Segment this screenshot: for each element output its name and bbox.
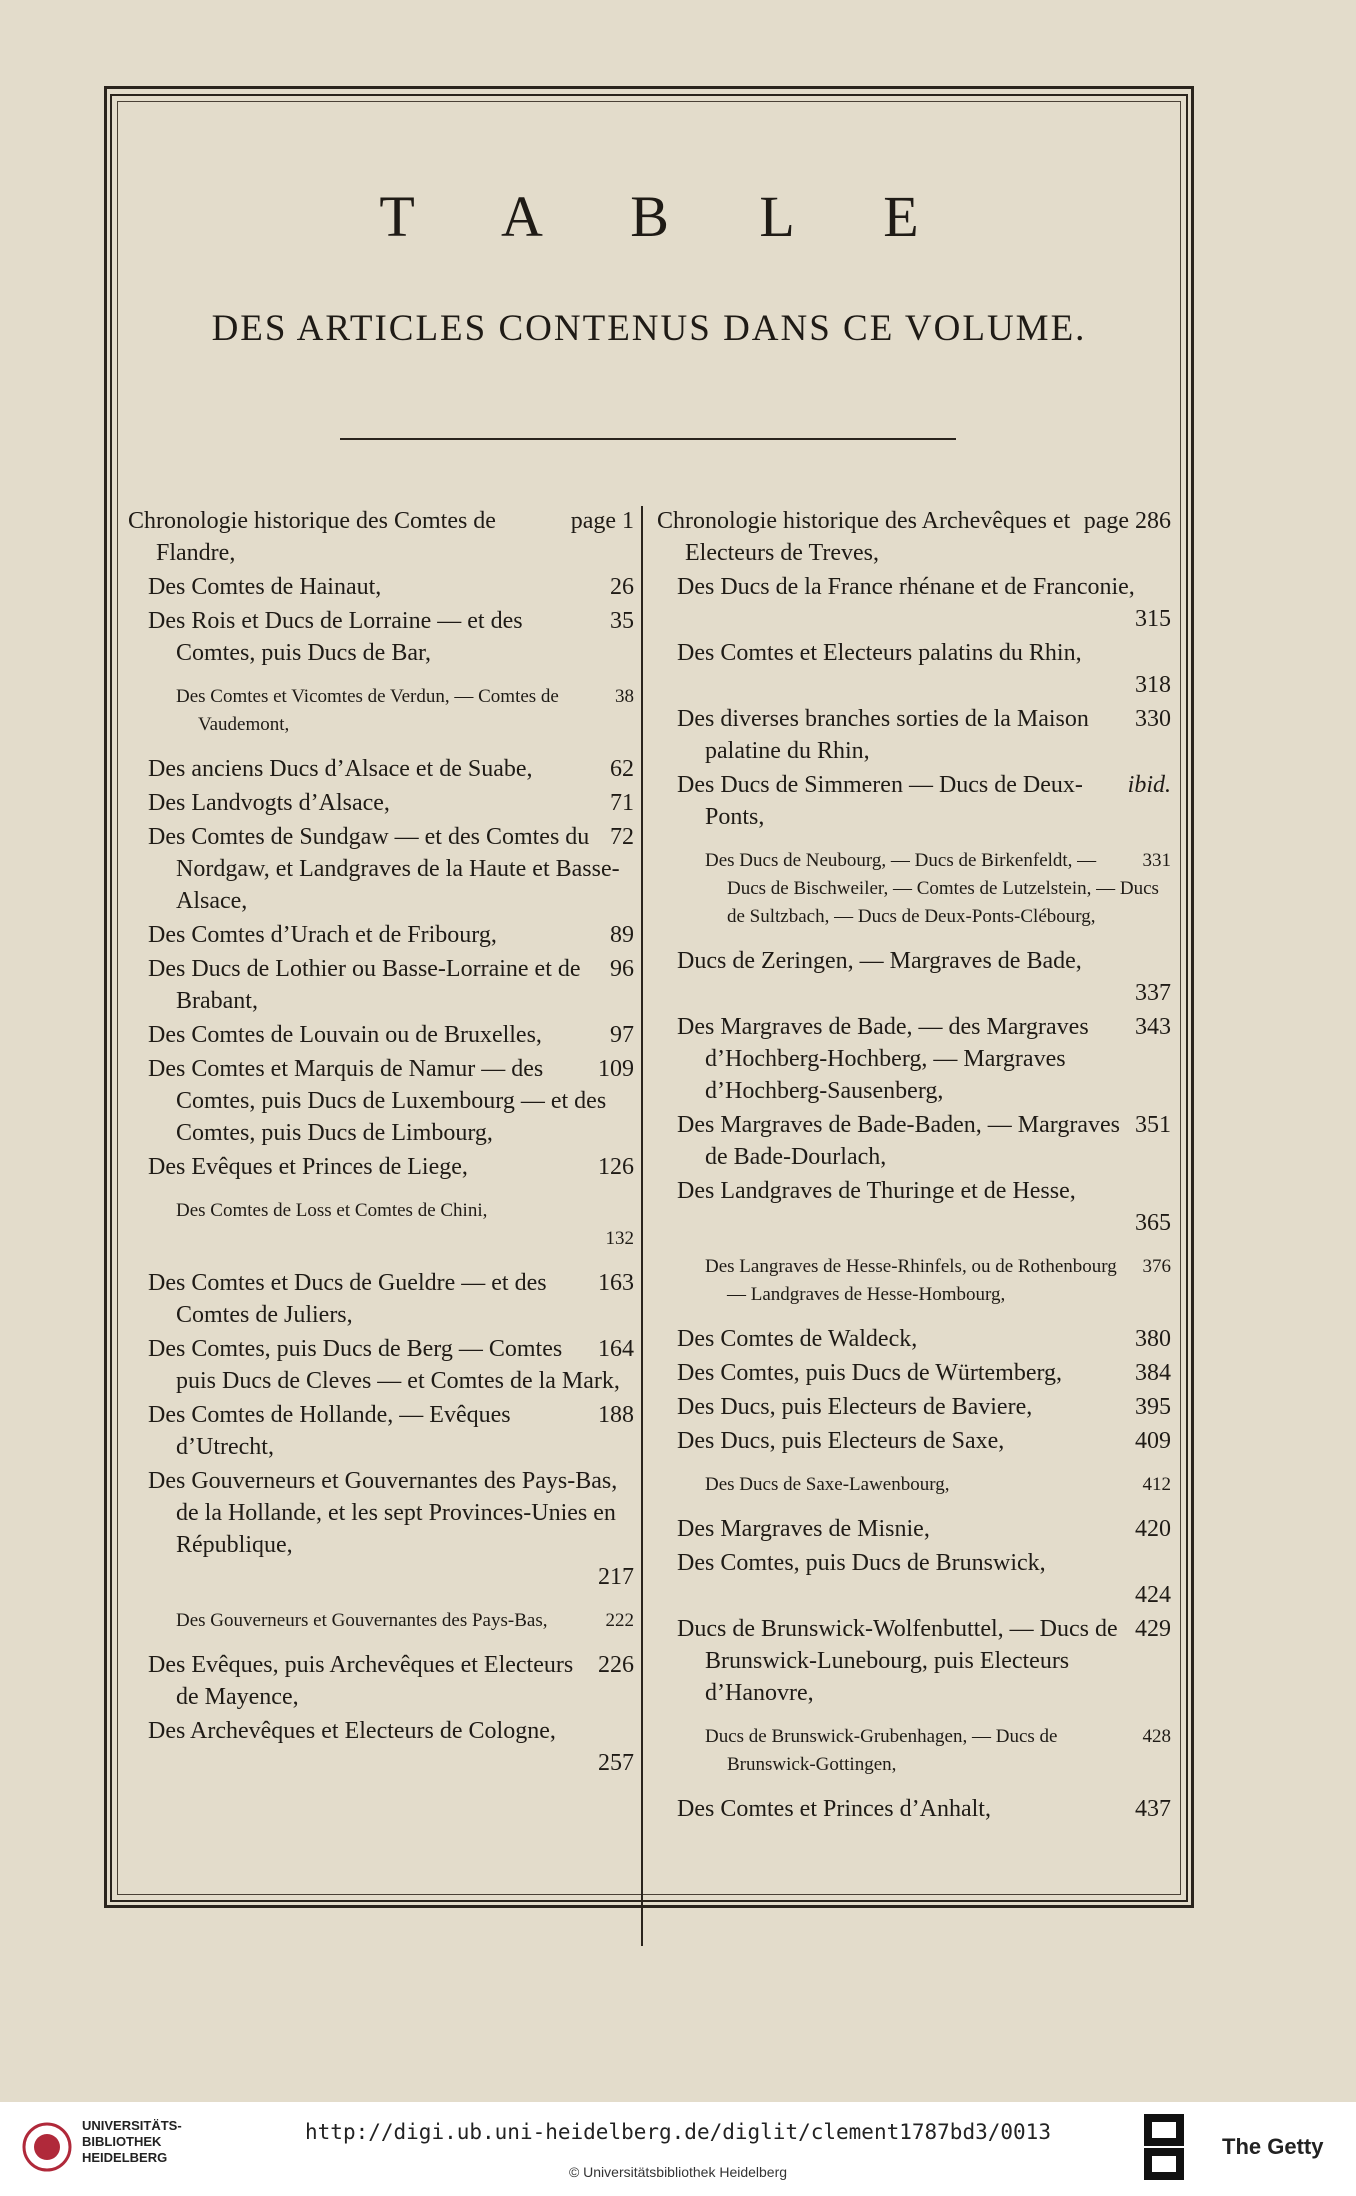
toc-entry-page: ibid. <box>1127 772 1171 798</box>
toc-entry <box>655 1011 1171 1107</box>
page-subtitle: DES ARTICLES CONTENUS DANS CE VOLUME. <box>211 308 1087 349</box>
toc-entry-page: 62 <box>610 756 634 782</box>
toc-entry <box>655 945 1171 1009</box>
toc-entry-title: Des Margraves de Bade, — des Margraves d’Hochberg-Hochberg, — Margraves d’Hochberg-Sausenberg, <box>677 1014 1089 1104</box>
toc-entry-page: 97 <box>610 1022 634 1048</box>
toc-entry-page: 351 <box>1135 1112 1171 1138</box>
toc-entry-page: 71 <box>610 790 634 816</box>
toc-entry-page: 337 <box>1135 980 1171 1006</box>
toc-entry <box>126 1399 634 1463</box>
toc-entry-title: Des diverses branches sorties de la Maison palatine du Rhin, <box>677 706 1089 764</box>
toc-entry <box>655 1425 1171 1457</box>
toc-entry-page: 96 <box>610 956 634 982</box>
toc-entry-title: Des Comtes et Vicomtes de Verdun, — Comtes de Vaudemont, <box>176 686 559 735</box>
toc-entry-title: Ducs de Brunswick-Grubenhagen, — Ducs de Brunswick-Gottingen, <box>705 1726 1058 1775</box>
sponsor-name: The Getty <box>1222 2134 1324 2159</box>
toc-entry <box>655 1109 1171 1173</box>
toc-entry-title: Des Gouverneurs et Gouvernantes des Pays-Bas, <box>176 1610 548 1631</box>
toc-entry-title: Des Ducs, puis Electeurs de Baviere, <box>677 1394 1033 1420</box>
toc-entry-title: Des Margraves de Misnie, <box>677 1516 930 1542</box>
toc-entry <box>655 1175 1171 1239</box>
toc-entry <box>126 1333 634 1397</box>
toc-entry-title: Des Ducs de la France rhénane et de Franconie, <box>677 574 1135 600</box>
toc-entry-page: 318 <box>1135 672 1171 698</box>
toc-entry-title: Des Ducs, puis Electeurs de Saxe, <box>677 1428 1005 1454</box>
toc-entry <box>655 1391 1171 1423</box>
toc-entry-page: 315 <box>1135 606 1171 632</box>
toc-entry-title: Des Comtes et Electeurs palatins du Rhin, <box>677 640 1082 666</box>
toc-entry <box>126 753 634 785</box>
toc-entry-page: 164 <box>598 1336 634 1362</box>
toc-entry-title: Chronologie historique des Comtes de Flandre, <box>128 508 496 566</box>
toc-entry <box>655 505 1171 569</box>
toc-entry <box>655 703 1171 767</box>
toc-entry <box>655 1613 1171 1709</box>
toc-entry <box>126 1019 634 1051</box>
toc-entry-page: 217 <box>598 1564 634 1590</box>
toc-entry-page: page 286 <box>1083 508 1171 534</box>
toc-entry-page: 384 <box>1135 1360 1171 1386</box>
toc-entry-title: Des Margraves de Bade-Baden, — Margraves de Bade-Dourlach, <box>677 1112 1120 1170</box>
toc-entry <box>126 1151 634 1183</box>
toc-entry <box>655 637 1171 701</box>
footer <box>0 2102 1356 2196</box>
toc-entry <box>126 1715 634 1779</box>
toc-entry-page: 222 <box>605 1610 634 1631</box>
toc-entry-title: Des Evêques, puis Archevêques et Electeurs de Mayence, <box>148 1652 574 1710</box>
toc-entry <box>655 1253 1171 1309</box>
toc-entry-title: Des Comtes de Loss et Comtes de Chini, <box>176 1200 488 1221</box>
toc-entry-title: Des Landvogts d’Alsace, <box>148 790 390 816</box>
toc-entry-page: 89 <box>610 922 634 948</box>
toc-entry-page: 109 <box>598 1056 634 1082</box>
toc-entry-title: Des Ducs de Neubourg, — Ducs de Birkenfeldt, — Ducs de Bischweiler, — Comtes de Lutzelstein, — Ducs de Sultzbach, — Ducs de Deux-Ponts-Clébourg, <box>705 850 1159 927</box>
toc-entry <box>126 1649 634 1713</box>
toc-entry-title: Des Gouverneurs et Gouvernantes des Pays-Bas, de la Hollande, et les sept Provinces-Unies en République, <box>148 1468 618 1558</box>
toc-entry-title: Des anciens Ducs d’Alsace et de Suabe, <box>148 756 533 782</box>
toc-entry-page: 395 <box>1135 1394 1171 1420</box>
getty-logo-icon <box>1144 2114 1184 2180</box>
toc-entry-page: 343 <box>1135 1014 1171 1040</box>
toc-entry-title: Des Ducs de Saxe-Lawenbourg, <box>705 1474 950 1495</box>
toc-entry-page: 428 <box>1142 1726 1171 1747</box>
toc-entry <box>655 1723 1171 1779</box>
toc-entry-page: 330 <box>1135 706 1171 732</box>
toc-entry-title: Des Comtes de Hainaut, <box>148 574 382 600</box>
toc-entry-title: Des Landgraves de Thuringe et de Hesse, <box>677 1178 1076 1204</box>
permalink-url[interactable]: http://digi.ub.uni-heidelberg.de/diglit/clement1787bd3/0013 <box>305 2120 1051 2144</box>
toc-entry-page: 380 <box>1135 1326 1171 1352</box>
toc-entry-title: Des Comtes de Hollande, — Evêques d’Utrecht, <box>148 1402 511 1460</box>
toc-entry-page: 331 <box>1142 850 1171 871</box>
toc-entry-title: Des Comtes de Waldeck, <box>677 1326 918 1352</box>
toc-entry-title: Des Ducs de Simmeren — Ducs de Deux-Ponts, <box>677 772 1083 830</box>
toc-entry-page: 257 <box>598 1750 634 1776</box>
toc-entry-page: 188 <box>598 1402 634 1428</box>
toc-entry <box>126 605 634 669</box>
toc-entry-title: Des Ducs de Lothier ou Basse-Lorraine et de Brabant, <box>148 956 581 1014</box>
toc-entry-page: 420 <box>1135 1516 1171 1542</box>
toc-entry <box>655 769 1171 833</box>
toc-entry-title: Des Comtes, puis Ducs de Würtemberg, <box>677 1360 1063 1386</box>
toc-entry-title: Chronologie historique des Archevêques et Electeurs de Treves, <box>657 508 1071 566</box>
toc-entry-title: Des Comtes et Princes d’Anhalt, <box>677 1796 991 1822</box>
page-title: T A B L E <box>379 184 957 249</box>
copyright-notice: © Universitätsbibliothek Heidelberg <box>568 2164 788 2180</box>
library-name: UNIVERSITÄTS- BIBLIOTHEK HEIDELBERG <box>82 2118 182 2165</box>
toc-entry-page: 376 <box>1142 1256 1171 1277</box>
column-divider <box>641 506 643 1946</box>
toc-entry-page: 412 <box>1142 1474 1171 1495</box>
toc-entry <box>655 1513 1171 1545</box>
toc-entry <box>655 1793 1171 1825</box>
toc-entry-title: Des Comtes de Louvain ou de Bruxelles, <box>148 1022 542 1048</box>
toc-entry <box>126 821 634 917</box>
toc-entry-page: 38 <box>615 686 634 707</box>
toc-entry-page: 72 <box>610 824 634 850</box>
toc-entry-title: Des Comtes d’Urach et de Fribourg, <box>148 922 497 948</box>
toc-entry <box>655 1547 1171 1611</box>
toc-entry-page: page 1 <box>570 508 634 534</box>
toc-entry-page: 26 <box>610 574 634 600</box>
toc-entry <box>655 571 1171 635</box>
toc-entry <box>126 683 634 739</box>
left-column <box>126 505 634 1781</box>
toc-entry-page: 163 <box>598 1270 634 1296</box>
toc-entry-page: 424 <box>1135 1582 1171 1608</box>
toc-entry-page: 437 <box>1135 1796 1171 1822</box>
toc-entry <box>126 1197 634 1253</box>
toc-entry <box>126 505 634 569</box>
toc-entry-title: Des Langraves de Hesse-Rhinfels, ou de Rothenbourg — Landgraves de Hesse-Hombourg, <box>705 1256 1117 1305</box>
toc-entry <box>126 571 634 603</box>
toc-entry-title: Des Comtes et Marquis de Namur — des Comtes, puis Ducs de Luxembourg — et des Comtes, puis Ducs de Limbourg, <box>148 1056 607 1146</box>
toc-entry <box>655 847 1171 931</box>
toc-entry-title: Des Comtes de Sundgaw — et des Comtes du Nordgaw, et Landgraves de la Haute et Basse-Alsace, <box>148 824 620 914</box>
toc-entry <box>655 1471 1171 1499</box>
toc-entry-page: 132 <box>605 1228 634 1249</box>
toc-entry <box>655 1323 1171 1355</box>
toc-entry-page: 126 <box>598 1154 634 1180</box>
toc-entry-title: Ducs de Brunswick-Wolfenbuttel, — Ducs de Brunswick-Lunebourg, puis Electeurs d’Hanovre, <box>677 1616 1118 1706</box>
toc-entry <box>126 953 634 1017</box>
toc-entry <box>126 1465 634 1593</box>
toc-entry-page: 429 <box>1135 1616 1171 1642</box>
toc-entry-title: Ducs de Zeringen, — Margraves de Bade, <box>677 948 1082 974</box>
toc-entry <box>126 1267 634 1331</box>
title-rule <box>340 438 956 440</box>
toc-entry-title: Des Rois et Ducs de Lorraine — et des Comtes, puis Ducs de Bar, <box>148 608 523 666</box>
toc-entry-page: 365 <box>1135 1210 1171 1236</box>
toc-entry-title: Des Comtes, puis Ducs de Berg — Comtes puis Ducs de Cleves — et Comtes de la Mark, <box>148 1336 620 1394</box>
toc-entry <box>655 1357 1171 1389</box>
toc-entry <box>126 787 634 819</box>
toc-entry-page: 35 <box>610 608 634 634</box>
toc-entry-page: 409 <box>1135 1428 1171 1454</box>
toc-entry-title: Des Archevêques et Electeurs de Cologne, <box>148 1718 556 1744</box>
toc-entry-title: Des Evêques et Princes de Liege, <box>148 1154 468 1180</box>
toc-entry-title: Des Comtes et Ducs de Gueldre — et des Comtes de Juliers, <box>148 1270 547 1328</box>
toc-entry <box>126 1607 634 1635</box>
toc-entry <box>126 1053 634 1149</box>
toc-entry <box>126 919 634 951</box>
toc-entry-page: 226 <box>598 1652 634 1678</box>
right-column <box>655 505 1171 1827</box>
toc-entry-title: Des Comtes, puis Ducs de Brunswick, <box>677 1550 1046 1576</box>
